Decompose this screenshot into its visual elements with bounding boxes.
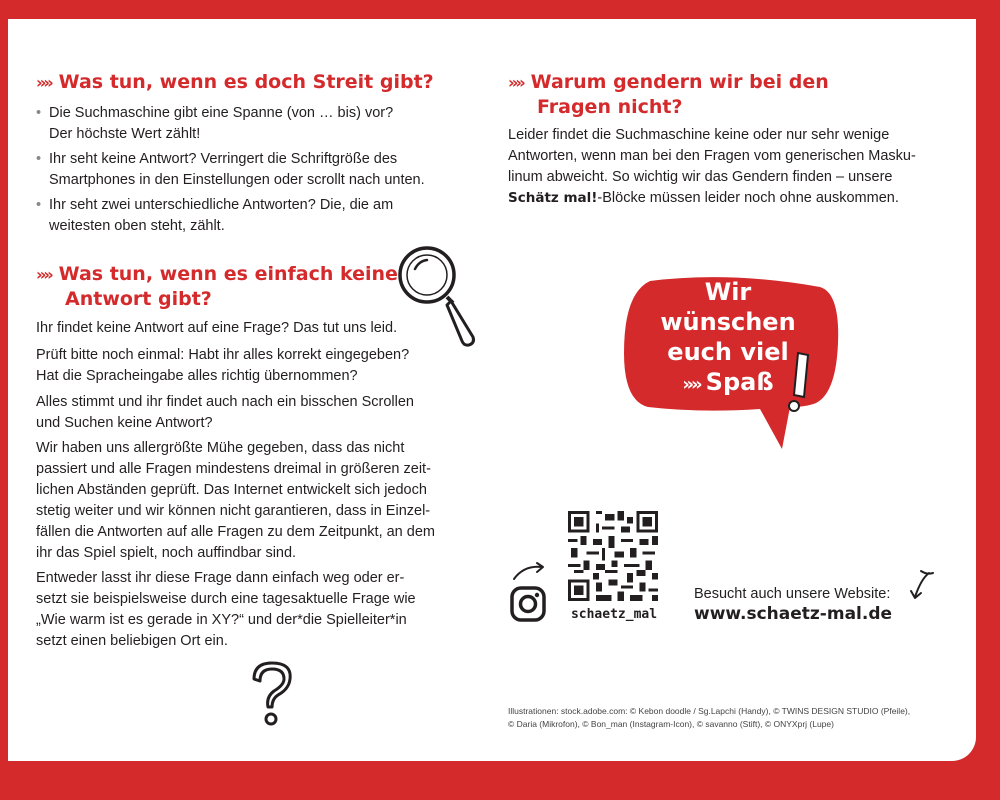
bullet-item: • Ihr seht keine Antwort? Verringert die Schriftgröße des Smartphones in den Einstellungen oder scrollt nach unten. (36, 151, 425, 188)
chevron-icon: »» (508, 73, 523, 92)
info-sheet (8, 19, 976, 761)
website-link[interactable]: www.schaetz-mal.de (694, 604, 893, 624)
image-credits: Illustrationen: stock.adobe.com: © Kebon doodle / Sg.Lapchi (Handy), © TWINS DESIGN STUDIO (Pfeile), © Daria (Mikrofon), © Bon_man (Instagram-Icon), © savanno (Stift), © ONYXprj (Lupe) (508, 706, 911, 729)
paragraph: Entweder lasst ihr diese Frage dann einfach weg oder er- setzt sie beispielsweise durch eine tagesaktuelle Frage wie „Wie warm ist es gerade in XY?“ und der*die Spielleiter*in setzt einen beliebigen Ort ein. (36, 570, 416, 649)
chevron-icon: »» (36, 73, 51, 92)
qr-label: schaetz_mal (570, 607, 658, 622)
paragraph: Leider findet die Suchmaschine keine oder nur sehr wenige Antworten, wenn man bei den Fragen vom generischen Masku- linum abweicht. So wichtig wir das Gendern finden – unsere Schätz mal!-Blöcke müssen leider noch ohne auskommen. (508, 127, 916, 206)
arrow-icon (510, 559, 550, 583)
bullet-item: • Ihr seht zwei unterschiedliche Antworten? Die, die am weitesten oben steht, zählt. (36, 197, 394, 234)
heading-gendern: »» Warum gendern wir bei den Fragen nicht? (508, 71, 829, 118)
question-mark-icon (244, 659, 304, 731)
magnifier-icon (393, 241, 478, 351)
bullet-item: • Die Suchmaschine gibt eine Spanne (von … bis) vor? Der höchste Wert zählt! (36, 105, 394, 142)
paragraph: Ihr findet keine Antwort auf eine Frage? Das tut uns leid. (36, 320, 398, 336)
brand-name: Schätz mal! (508, 190, 598, 206)
chevron-icon: »» (682, 374, 700, 395)
chevron-icon: »» (36, 265, 51, 284)
qr-code[interactable] (568, 511, 658, 601)
heading-streit: »» Was tun, wenn es doch Streit gibt? (36, 71, 434, 93)
paragraph: Wir haben uns allergrößte Mühe gegeben, dass das nicht passiert und alle Fragen mindestens dreimal in größeren zeit- lichen Abständen geprüft. Das Internet entwickelt sich jedoch stetig weiter und wir können nicht garantieren, dass in Einzel- fällen die Antworten auf alle Fragen zu dem Zeitpunkt, an dem ihr das Spiel spielt, noch auffindbar sind. (36, 440, 435, 561)
paragraph: Prüft bitte noch einmal: Habt ihr alles korrekt eingegeben? Hat die Spracheingabe alles richtig übernommen? (36, 347, 410, 384)
website-label: Besucht auch unsere Website: (694, 586, 891, 602)
bubble-text: Wir wünschen euch viel »» Spaß (660, 278, 796, 396)
heading-keine-antwort: »» Was tun, wenn es einfach keine Antwort gibt? (36, 263, 398, 310)
paragraph: Alles stimmt und ihr findet auch nach ein bisschen Scrollen und Suchen keine Antwort? (36, 394, 414, 431)
instagram-icon[interactable] (508, 584, 548, 624)
arrow-icon (903, 567, 937, 607)
